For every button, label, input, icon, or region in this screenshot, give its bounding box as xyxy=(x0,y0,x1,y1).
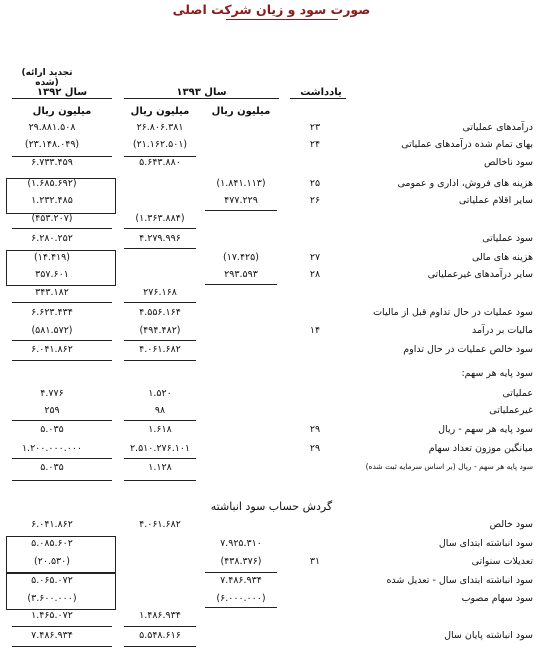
row-value-1392: ۷.۴۸۶.۹۳۴ xyxy=(31,630,73,641)
row-value-1392: ۳۵۷.۶۰۱ xyxy=(35,269,69,280)
row-value-1393-detail: ۲۹۳.۵۹۳ xyxy=(224,269,258,280)
rule xyxy=(205,284,277,285)
row-value-1393: ۱.۵۲۰ xyxy=(148,388,172,399)
row-value-1392: (۵۸۱.۵۷۲) xyxy=(31,325,73,336)
rule xyxy=(12,420,112,421)
row-value-1392: ۵.۰۸۵.۶۰۲ xyxy=(31,538,73,549)
row-value-1393-detail: (۱.۸۴۱.۱۱۳) xyxy=(216,178,266,189)
rule xyxy=(12,340,112,341)
box-1392-adjusted xyxy=(6,572,116,610)
row-label: غیرعملیاتی xyxy=(489,405,533,416)
row-value-1393-detail: (۶.۰۰۰.۰۰۰) xyxy=(216,593,266,604)
row-note: ۲۶ xyxy=(309,195,321,206)
unit-1393-total: میلیون ریال xyxy=(130,106,190,117)
rule xyxy=(124,360,196,361)
rule xyxy=(124,156,196,157)
rule xyxy=(124,646,196,647)
box-1392-opex xyxy=(6,178,116,214)
row-value-1393: ۲۶.۸۰۶.۳۸۱ xyxy=(136,122,184,133)
row-value-1392: (۱.۶۸۵.۶۹۲) xyxy=(27,178,77,189)
row-value-1393: ۲۷۶.۱۶۸ xyxy=(143,287,177,298)
row-note: ۲۳ xyxy=(309,122,321,133)
rule xyxy=(12,626,112,627)
rule xyxy=(124,228,196,229)
rule xyxy=(124,420,196,421)
row-value-1392: ۴.۷۷۶ xyxy=(40,388,64,399)
row-value-1392: ۶.۰۴۱.۸۶۲ xyxy=(31,519,73,530)
row-value-1392: ۱.۲۰۰.۰۰۰.۰۰۰ xyxy=(21,443,83,454)
row-value-1392: ۱.۴۶۵.۰۷۲ xyxy=(31,610,73,621)
row-label: سود عملیات در حال تداوم قبل از مالیات xyxy=(373,307,533,318)
box-1392-opening xyxy=(6,536,116,574)
rule xyxy=(12,302,112,303)
row-note: ۲۸ xyxy=(309,269,321,280)
rule xyxy=(205,210,277,211)
row-label: سود پایه هر سهم - ریال (بر اساس سرمایه ثبت شده) xyxy=(365,462,533,471)
rule xyxy=(124,458,196,459)
row-label: بهای تمام شده درآمدهای عملیاتی xyxy=(401,139,533,150)
box-1392-finance xyxy=(6,250,116,286)
rule xyxy=(12,360,112,361)
row-value-1393-detail: ۷.۴۸۶.۹۳۴ xyxy=(220,575,262,586)
row-value-1393: ۴.۰۶۱.۶۸۲ xyxy=(139,344,181,355)
row-label: هزینه های فروش، اداری و عمومی xyxy=(397,178,533,189)
row-label: سود پایه هر سهم: xyxy=(461,368,533,379)
row-value-1393: ۹۸ xyxy=(154,405,166,416)
rule xyxy=(12,480,112,481)
restated-note: (تجدید ارائه شده) xyxy=(21,68,73,88)
row-label: درآمدهای عملیاتی xyxy=(462,122,533,133)
row-value-1392: ۳۴۳.۱۸۲ xyxy=(35,287,69,298)
row-note: ۲۹ xyxy=(309,424,321,435)
header-rule-1392 xyxy=(12,98,112,99)
row-label: سود انباشته ابتدای سال - تعدیل شده xyxy=(386,575,533,586)
row-value-1392: ۲۵۹ xyxy=(44,405,60,416)
header-year-1393: سال ۱۳۹۳ xyxy=(176,87,227,98)
row-value-1393: ۴.۰۶۱.۶۸۲ xyxy=(139,519,181,530)
row-note: ۲۷ xyxy=(309,252,321,263)
row-label: مالیات بر درآمد xyxy=(471,325,533,336)
row-note: ۲۵ xyxy=(309,178,321,189)
row-value-1392: (۲۳.۱۴۸.۰۴۹) xyxy=(24,139,80,150)
row-value-1392: ۶.۶۲۳.۴۳۴ xyxy=(31,307,73,318)
unit-1392: میلیون ریال xyxy=(32,106,92,117)
row-value-1393: ۴.۲۷۹.۹۹۶ xyxy=(139,233,181,244)
row-label: عملیاتی xyxy=(502,388,533,399)
row-label: سود انباشته پایان سال xyxy=(444,630,533,641)
row-value-1392: (۱۴.۴۱۹) xyxy=(34,252,70,263)
row-note: ۳۱ xyxy=(309,556,321,567)
row-value-1393: ۵.۶۴۳.۸۸۰ xyxy=(139,157,181,168)
row-note: ۱۴ xyxy=(309,325,321,336)
rule xyxy=(124,340,196,341)
title-underline xyxy=(226,19,338,20)
rule xyxy=(124,626,196,627)
row-label: میانگین موزون تعداد سهام xyxy=(428,443,533,454)
row-label: سود خالص xyxy=(489,519,533,530)
row-value-1393-detail: (۴۳۸.۳۷۶) xyxy=(220,556,262,567)
row-label: سایر درآمدهای غیرعملیاتی xyxy=(427,269,533,280)
row-value-1393: ۵.۵۴۸.۶۱۶ xyxy=(139,630,181,641)
retained-earnings-title: گردش حساب سود انباشته xyxy=(210,500,333,513)
row-value-1392: ۶.۷۳۳.۴۵۹ xyxy=(31,157,73,168)
row-value-1393: ۲.۵۱۰.۲۷۶.۱۰۱ xyxy=(129,443,191,454)
row-value-1393: ۱.۱۲۸ xyxy=(148,462,172,473)
row-value-1393: (۲۱.۱۶۲.۵۰۱) xyxy=(132,139,188,150)
rule xyxy=(12,228,112,229)
row-label: سایر اقلام عملیاتی xyxy=(458,195,533,206)
row-value-1392: (۴۵۳.۲۰۷) xyxy=(31,213,73,224)
header-rule-1393 xyxy=(124,98,279,99)
header-notes: یادداشت xyxy=(300,87,342,98)
row-value-1393-detail: ۴۷۷.۲۲۹ xyxy=(224,195,258,206)
row-value-1393: (۱.۳۶۳.۸۸۴) xyxy=(135,213,185,224)
row-value-1392: ۶.۰۴۱.۸۶۲ xyxy=(31,344,73,355)
row-value-1393: (۴۹۴.۴۸۲) xyxy=(139,325,181,336)
row-value-1392: ۲۹.۸۸۱.۵۰۸ xyxy=(28,122,76,133)
row-value-1393: ۴.۵۵۶.۱۶۴ xyxy=(139,307,181,318)
row-label: تعدیلات سنواتی xyxy=(471,556,533,567)
row-label: سود ناخالص xyxy=(484,157,533,168)
rule xyxy=(124,302,196,303)
row-value-1392: ۵.۰۳۵ xyxy=(40,462,64,473)
row-value-1392: ۶.۲۸۰.۲۵۲ xyxy=(31,233,73,244)
row-value-1392: ۵.۰۶۵.۰۷۲ xyxy=(31,575,73,586)
rule xyxy=(124,480,196,481)
row-label: سود خالص عملیات در حال تداوم xyxy=(403,344,533,355)
rule xyxy=(124,248,196,249)
row-note: ۲۴ xyxy=(309,139,321,150)
header-rule-notes xyxy=(290,98,346,99)
row-label: سود انباشته ابتدای سال xyxy=(438,538,533,549)
rule xyxy=(12,646,112,647)
unit-1393-detail: میلیون ریال xyxy=(211,106,271,117)
row-value-1393-detail: ۷.۹۲۵.۳۱۰ xyxy=(220,538,262,549)
page-title: صورت سود و زیان شرکت اصلی xyxy=(172,2,371,17)
row-value-1393-detail: (۱۷.۴۲۵) xyxy=(223,252,259,263)
row-value-1393: ۱.۴۸۶.۹۳۴ xyxy=(139,610,181,621)
row-value-1392: ۱.۲۳۲.۴۸۵ xyxy=(31,195,73,206)
rule xyxy=(12,458,112,459)
rule xyxy=(205,607,277,608)
row-label: سود سهام مصوب xyxy=(461,593,533,604)
row-value-1392: (۲۰.۵۳۰) xyxy=(34,556,70,567)
row-note: ۲۹ xyxy=(309,443,321,454)
row-value-1393: ۱.۶۱۸ xyxy=(148,424,172,435)
row-label: سود عملیاتی xyxy=(482,233,533,244)
row-label: سود پایه هر سهم - ریال xyxy=(438,424,533,435)
row-label: هزینه های مالی xyxy=(471,252,533,263)
header-year-1392: سال ۱۳۹۲ xyxy=(36,87,88,98)
row-value-1392: (۳.۶۰۰.۰۰۰) xyxy=(27,593,77,604)
rule xyxy=(205,572,277,573)
row-value-1392: ۵.۰۳۵ xyxy=(40,424,64,435)
rule xyxy=(12,156,112,157)
